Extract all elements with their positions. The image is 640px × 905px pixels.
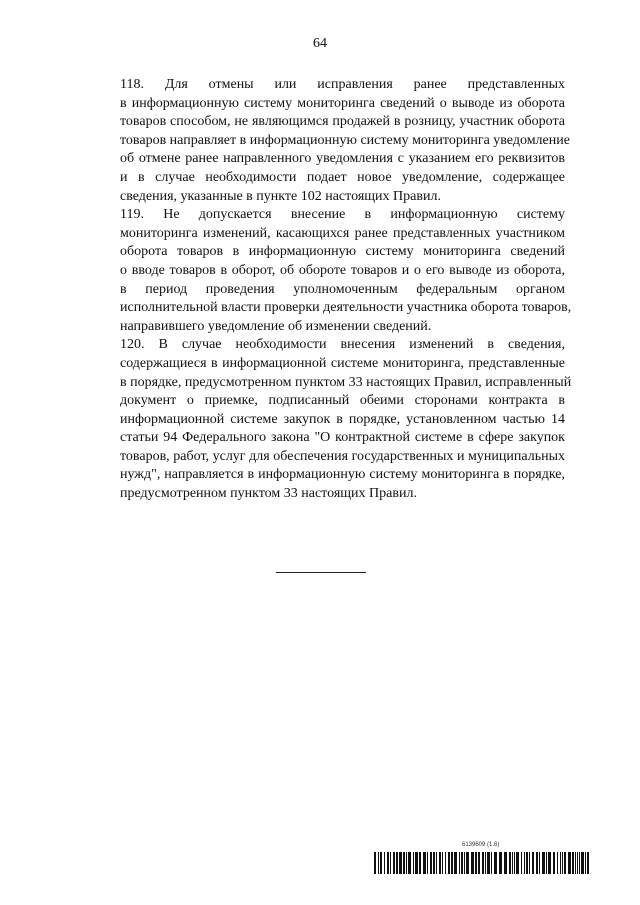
barcode-bar [466,852,469,874]
barcode-bar [393,852,395,874]
text-line: документ о приемке, подписанный обеими сторонами контракта в [120,393,565,409]
barcode-bar [419,852,421,874]
barcode-bar [454,852,457,874]
text-line: мониторинга изменений, касающихся ранее представленных участником [120,225,565,241]
paragraph-120 [120,336,572,503]
text-line: товаров, работ, услуг для обеспечения государственных и муниципальных [120,448,565,464]
barcode-bar [459,852,460,874]
barcode-bar [494,852,497,874]
barcode-bar [526,852,528,874]
barcode-bar [577,852,578,874]
barcode-icon [374,852,590,874]
barcode-bar [430,852,432,874]
barcode-bar [572,852,574,874]
text-line: нужд", направляется в информационную систему мониторинга в порядке, [120,467,565,483]
barcode-bar [427,852,428,874]
barcode-bar [374,852,376,874]
barcode-bar [568,852,571,874]
barcode-bar [521,852,522,874]
text-line: 120. В случае необходимости внесения изменений в сведения, [120,337,565,353]
barcode-bar [433,852,435,874]
text-line: информационной системе закупок в порядке, установленном частью 14 [120,411,565,427]
barcode-bar [482,852,484,874]
paragraph-119 [120,206,572,336]
text-line: статьи 94 Федерального закона "О контрактной системе в сфере закупок [120,430,565,446]
barcode-bar [415,852,418,874]
barcode-bar [504,852,507,874]
text-line: товаров направляет в информационную систему мониторинга уведомление [120,132,570,148]
barcode-bar [408,852,411,874]
text-line: в период проведения уполномоченным федеральным органом [120,281,565,297]
barcode-bar [536,852,538,874]
barcode-bar [423,852,426,874]
text-line: сведения, указанные в пункте 102 настоящих Правил. [120,188,441,204]
barcode-bar [557,852,558,874]
barcode-bar [485,852,486,874]
text-line: и в случае необходимости подает новое уведомление, содержащее [120,169,565,185]
barcode-bar [436,852,437,874]
barcode-bar [478,852,480,874]
barcode-bar [499,852,502,874]
barcode-bar [512,852,513,874]
document-body [120,76,572,504]
text-line: товаров способом, не являющимся продажей в розницу, участник оборота [120,114,565,130]
text-line: об отмене ранее направленного уведомления с указанием его реквизитов [120,151,565,167]
barcode-bar [475,852,477,874]
text-line: в информационную систему мониторинга сведений о выводе из оборота [120,95,565,111]
barcode-bar [439,852,441,874]
text-line: в порядке, предусмотренном пунктом 33 настоящих Правил, исправленный [120,374,572,390]
barcode-bar [396,852,398,874]
barcode-bar [524,852,525,874]
text-line: направившего уведомление об изменении сведений. [120,318,432,334]
paragraph-118 [120,76,570,206]
barcode-bar [451,852,453,874]
barcode-bar [387,852,389,874]
barcode-bar [487,852,490,874]
barcode-bar [564,852,566,874]
barcode-bar [548,852,551,874]
barcode-bar [587,852,589,874]
barcode-bar [560,852,561,874]
text-line: 118. Для отмены или исправления ранее представленных [120,77,565,92]
barcode-bar [579,852,580,874]
barcode-bar [542,852,545,874]
barcode-bar [539,852,540,874]
barcode-bar [471,852,474,874]
end-divider [276,572,366,573]
barcode-bar [516,852,519,874]
barcode-bar [532,852,534,874]
barcode-bar [546,852,547,874]
text-line: оборота товаров в информационную систему мониторинга сведений [120,244,565,260]
text-line: 119. Не допускается внесение в информационную систему [120,207,565,223]
barcode-bar [585,852,586,874]
barcode-bar [581,852,584,874]
barcode-bar [464,852,465,874]
barcode-bar [403,852,405,874]
barcode-bar [390,852,391,874]
barcode-bar [491,852,492,874]
barcode-bar [378,852,379,874]
barcode-bar [448,852,450,874]
barcode-bar [445,852,446,874]
barcode-bar [562,852,563,874]
barcode-bar [442,852,443,874]
text-line: о вводе товаров в оборот, об обороте товаров и о его выводе из оборота, [120,262,565,278]
barcode-bar [575,852,576,874]
barcode-bar [380,852,382,874]
barcode-bar [509,852,511,874]
barcode-bar [384,852,385,874]
barcode-bar [406,852,407,874]
document-code: 6139609 (1.6) [462,842,500,848]
barcode-bar [413,852,414,874]
text-line: предусмотренном пунктом 33 настоящих Правил. [120,486,417,502]
page-number: 64 [313,36,327,51]
barcode-bar [399,852,402,874]
text-line: содержащиеся в информационной системе мониторинга, представленные [120,355,565,371]
text-line: исполнительной власти проверки деятельности участника оборота товаров, [120,300,572,316]
barcode-bar [553,852,555,874]
barcode-bar [514,852,515,874]
barcode-bar [529,852,530,874]
barcode-bar [461,852,463,874]
